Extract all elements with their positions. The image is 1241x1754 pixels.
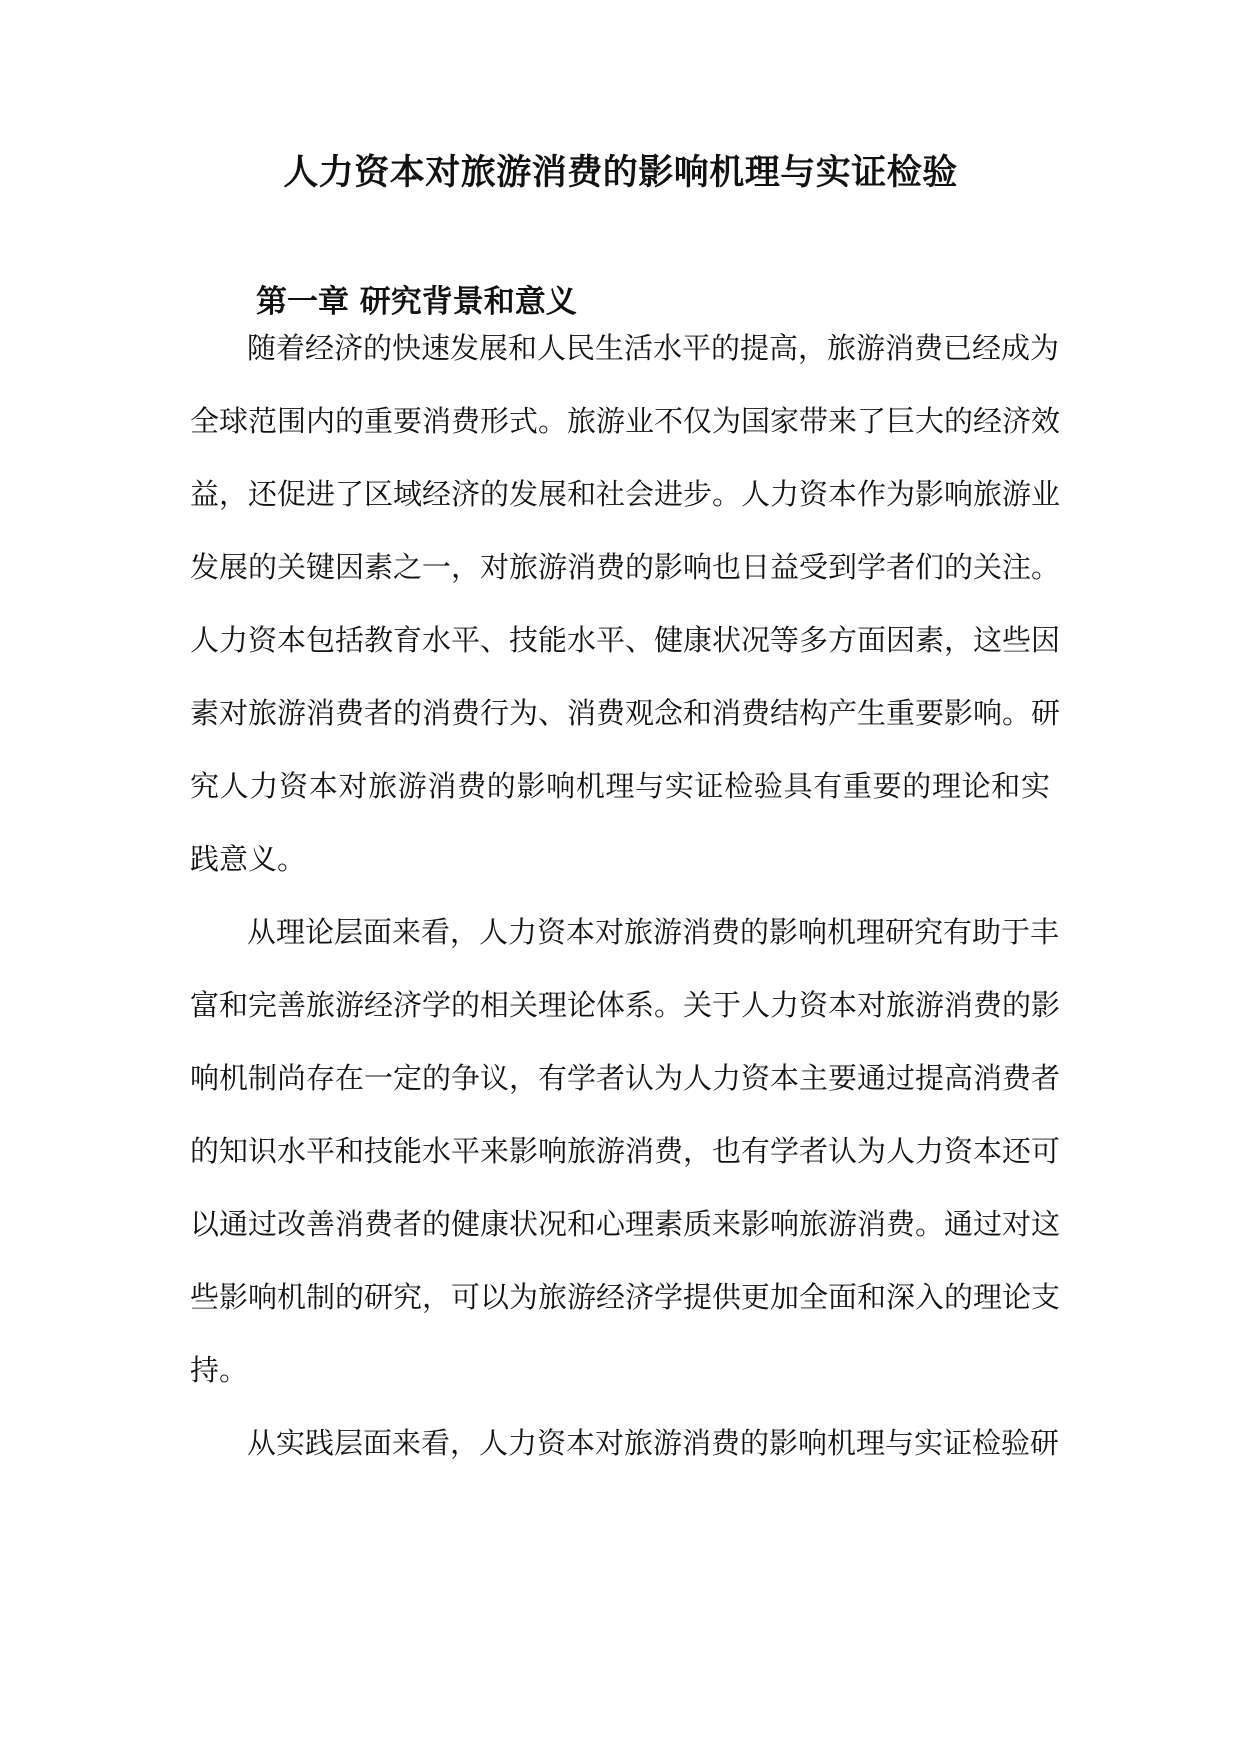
paragraph-1-line-6: 素对旅游消费者的消费行为、消费观念和消费结构产生重要影响。研	[190, 696, 1061, 730]
paragraph-3-line-1: 从实践层面来看，人力资本对旅游消费的影响机理与实证检验研	[247, 1426, 1060, 1460]
document-title: 人力资本对旅游消费的影响机理与实证检验	[283, 152, 958, 193]
paragraph-2-line-4: 的知识水平和技能水平来影响旅游消费，也有学者认为人力资本还可	[190, 1134, 1061, 1168]
paragraph-2-line-2: 富和完善旅游经济学的相关理论体系。关于人力资本对旅游消费的影	[190, 988, 1061, 1022]
paragraph-1-line-7: 究人力资本对旅游消费的影响机理与实证检验具有重要的理论和实	[190, 769, 1050, 803]
paragraph-2-line-3: 响机制尚存在一定的争议，有学者认为人力资本主要通过提高消费者	[190, 1061, 1061, 1095]
paragraph-1-line-4: 发展的关键因素之一，对旅游消费的影响也日益受到学者们的关注。	[190, 550, 1061, 584]
paragraph-2-line-6: 些影响机制的研究，可以为旅游经济学提供更加全面和深入的理论支	[190, 1280, 1061, 1314]
paragraph-2-line-5: 以通过改善消费者的健康状况和心理素质来影响旅游消费。通过对这	[190, 1207, 1061, 1241]
paragraph-1-line-1: 随着经济的快速发展和人民生活水平的提高，旅游消费已经成为	[247, 331, 1060, 365]
paragraph-2-line-7: 持。	[190, 1353, 249, 1387]
paragraph-1-line-3: 益，还促进了区域经济的发展和社会进步。人力资本作为影响旅游业	[190, 477, 1061, 511]
paragraph-1-line-2: 全球范围内的重要消费形式。旅游业不仅为国家带来了巨大的经济效	[190, 404, 1061, 438]
paragraph-2-line-1: 从理论层面来看，人力资本对旅游消费的影响机理研究有助于丰	[247, 915, 1060, 949]
chapter-heading: 第一章 研究背景和意义	[256, 284, 577, 320]
paragraph-1-line-5: 人力资本包括教育水平、技能水平、健康状况等多方面因素，这些因	[190, 623, 1061, 657]
paragraph-1-line-8: 践意义。	[190, 842, 307, 876]
